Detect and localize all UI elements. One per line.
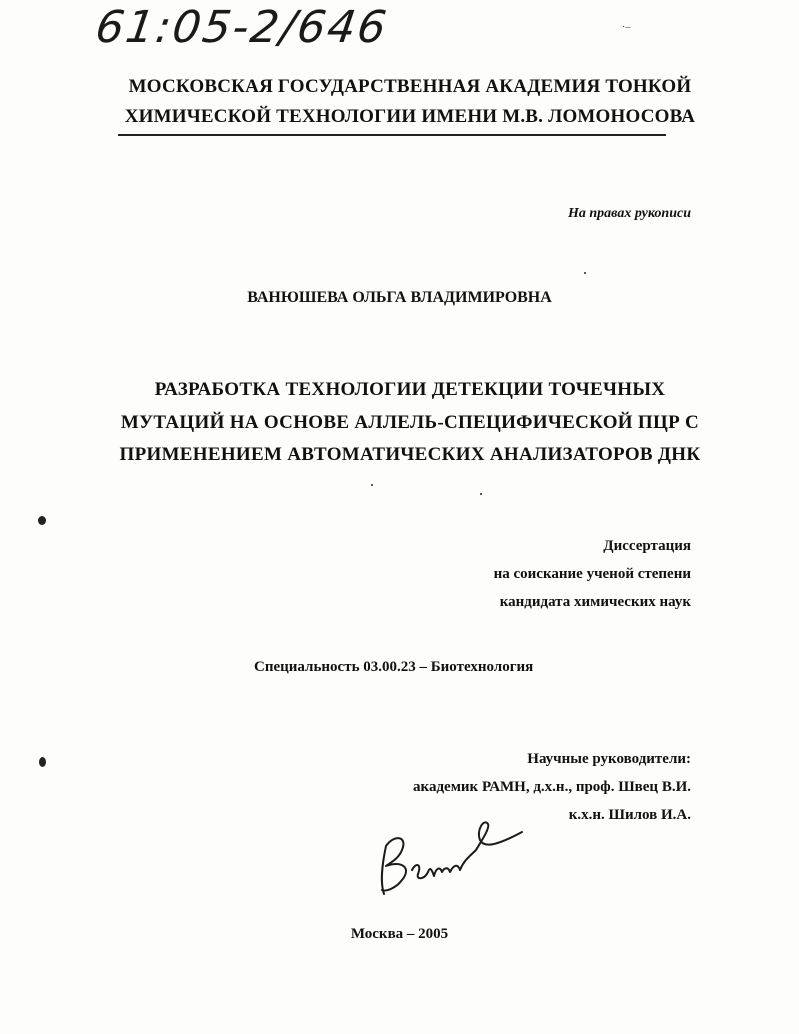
rights-note: На правах рукописи — [568, 206, 691, 221]
signature — [372, 810, 542, 900]
title-line-1: РАЗРАБОТКА ТЕХНОЛОГИИ ДЕТЕКЦИИ ТОЧЕЧНЫХ — [154, 379, 666, 400]
supervisors-heading: Научные руководители: — [527, 751, 691, 767]
title-line-3: ПРИМЕНЕНИЕМ АВТОМАТИЧЕСКИХ АНАЛИЗАТОРОВ ДНК — [119, 444, 701, 465]
specialty: Специальность 03.00.23 – Биотехнология — [254, 659, 534, 675]
supervisor-1: академик РАМН, д.х.н., проф. Швец В.И. — [413, 779, 691, 795]
academy-name-line-1: МОСКОВСКАЯ ГОСУДАРСТВЕННАЯ АКАДЕМИЯ ТОНКОЙ — [128, 76, 692, 97]
degree-line-2: на соискание ученой степени — [493, 566, 691, 582]
degree-line-3: кандидата химических наук — [499, 594, 691, 610]
academy-name-line-2: ХИМИЧЕСКОЙ ТЕХНОЛОГИИ ИМЕНИ М.В. ЛОМОНОСОВА — [124, 106, 696, 127]
scan-speck — [371, 484, 373, 486]
archive-code-handwritten: 61:05-2/646 — [92, 2, 392, 53]
city-year: Москва – 2005 — [350, 926, 449, 942]
author-name: ВАНЮШЕВА ОЛЬГА ВЛАДИМИРОВНА — [247, 289, 552, 306]
scan-speck — [584, 272, 586, 274]
header-underline — [118, 134, 666, 136]
degree-line-1: Диссертация — [603, 538, 691, 554]
scan-speck — [38, 516, 46, 525]
corner-mark: ·– — [622, 22, 631, 33]
supervisor-2: к.х.н. Шилов И.А. — [568, 807, 691, 823]
title-line-2: МУТАЦИЙ НА ОСНОВЕ АЛЛЕЛЬ-СПЕЦИФИЧЕСКОЙ ПЦР С — [120, 412, 700, 433]
scan-speck — [480, 493, 482, 495]
scan-speck — [39, 757, 46, 767]
